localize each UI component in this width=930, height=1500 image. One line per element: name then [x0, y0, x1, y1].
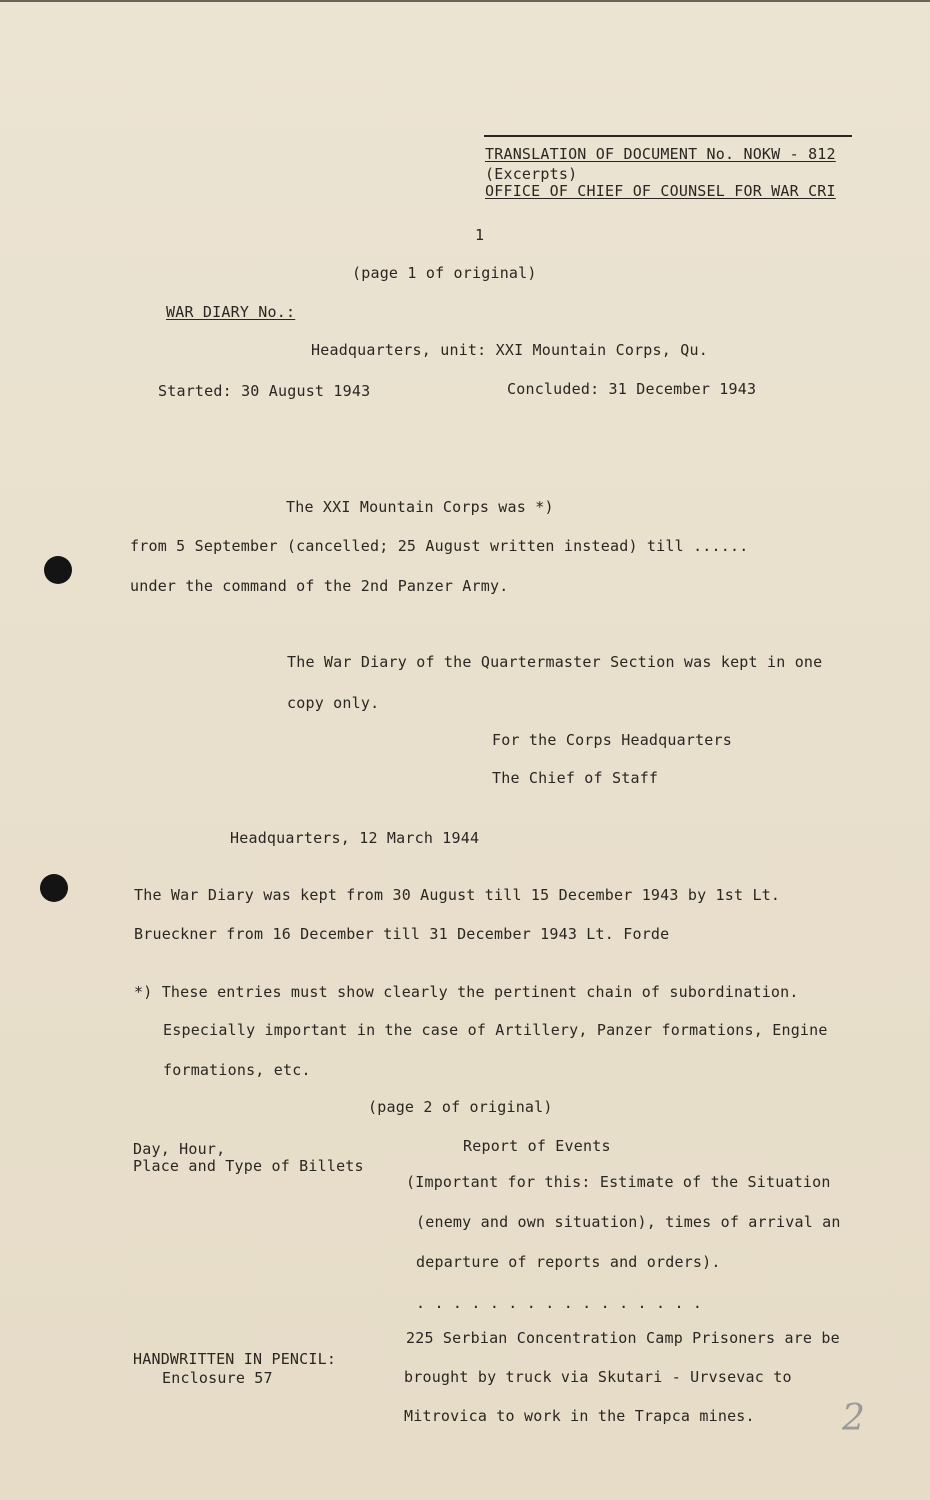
enclosure-label: Enclosure 57: [162, 1369, 273, 1387]
page-number: 1: [475, 226, 485, 244]
corps-line-3: under the command of the 2nd Panzer Army.: [130, 577, 509, 595]
entry-line-3: Mitrovica to work in the Trapca mines.: [404, 1407, 755, 1425]
header-line-1: TRANSLATION OF DOCUMENT No. NOKW - 812: [485, 145, 836, 163]
page1-label: (page 1 of original): [352, 264, 537, 282]
kept-line-2: Brueckner from 16 December till 31 December 1943 Lt. Forde: [134, 925, 670, 943]
qm-line-2: copy only.: [287, 694, 380, 712]
kept-line-1: The War Diary was kept from 30 August till 15 December 1943 by 1st Lt.: [134, 886, 781, 904]
signature-line-1: For the Corps Headquarters: [492, 731, 732, 749]
page2-label: (page 2 of original): [368, 1098, 553, 1116]
note-line-1: *) These entries must show clearly the pertinent chain of subordination.: [134, 983, 799, 1001]
started: Started: 30 August 1943: [158, 382, 371, 400]
note-line-2: Especially important in the case of Artillery, Panzer formations, Engine: [163, 1021, 828, 1039]
entry-line-1: 225 Serbian Concentration Camp Prisoners are be: [406, 1329, 840, 1347]
column-right-title: Report of Events: [463, 1137, 611, 1155]
header-line-3: OFFICE OF CHIEF OF COUNSEL FOR WAR CRI: [485, 182, 836, 200]
dotted-separator: . . . . . . . . . . . . . . . .: [416, 1294, 703, 1312]
column-right-line-3: departure of reports and orders).: [416, 1253, 721, 1271]
hq-unit: Headquarters, unit: XXI Mountain Corps, Qu.: [311, 341, 708, 359]
qm-line-1: The War Diary of the Quartermaster Section was kept in one: [287, 653, 823, 671]
punch-hole-top: [44, 556, 72, 584]
diary-label: WAR DIARY No.:: [166, 303, 296, 321]
concluded: Concluded: 31 December 1943: [507, 380, 757, 398]
column-right-line-2: (enemy and own situation), times of arrival an: [416, 1213, 841, 1231]
column-right-line-1: (Important for this: Estimate of the Situation: [406, 1173, 831, 1191]
corps-line-2: from 5 September (cancelled; 25 August written instead) till ......: [130, 537, 749, 555]
corps-line-1: The XXI Mountain Corps was *): [286, 498, 554, 516]
pencil-page-number: 2: [842, 1398, 865, 1439]
note-line-3: formations, etc.: [163, 1061, 311, 1079]
top-edge: [0, 0, 930, 2]
hq-date: Headquarters, 12 March 1944: [230, 829, 480, 847]
column-left-line-2: Place and Type of Billets: [133, 1157, 364, 1175]
entry-line-2: brought by truck via Skutari - Urvsevac to: [404, 1368, 792, 1386]
handwritten-label: HANDWRITTEN IN PENCIL:: [133, 1350, 337, 1368]
header-line-2: (Excerpts): [485, 165, 578, 183]
column-left-line-1: Day, Hour,: [133, 1140, 226, 1158]
punch-hole-bottom: [40, 874, 68, 902]
header-rule-top: [484, 135, 852, 137]
signature-line-2: The Chief of Staff: [492, 769, 659, 787]
